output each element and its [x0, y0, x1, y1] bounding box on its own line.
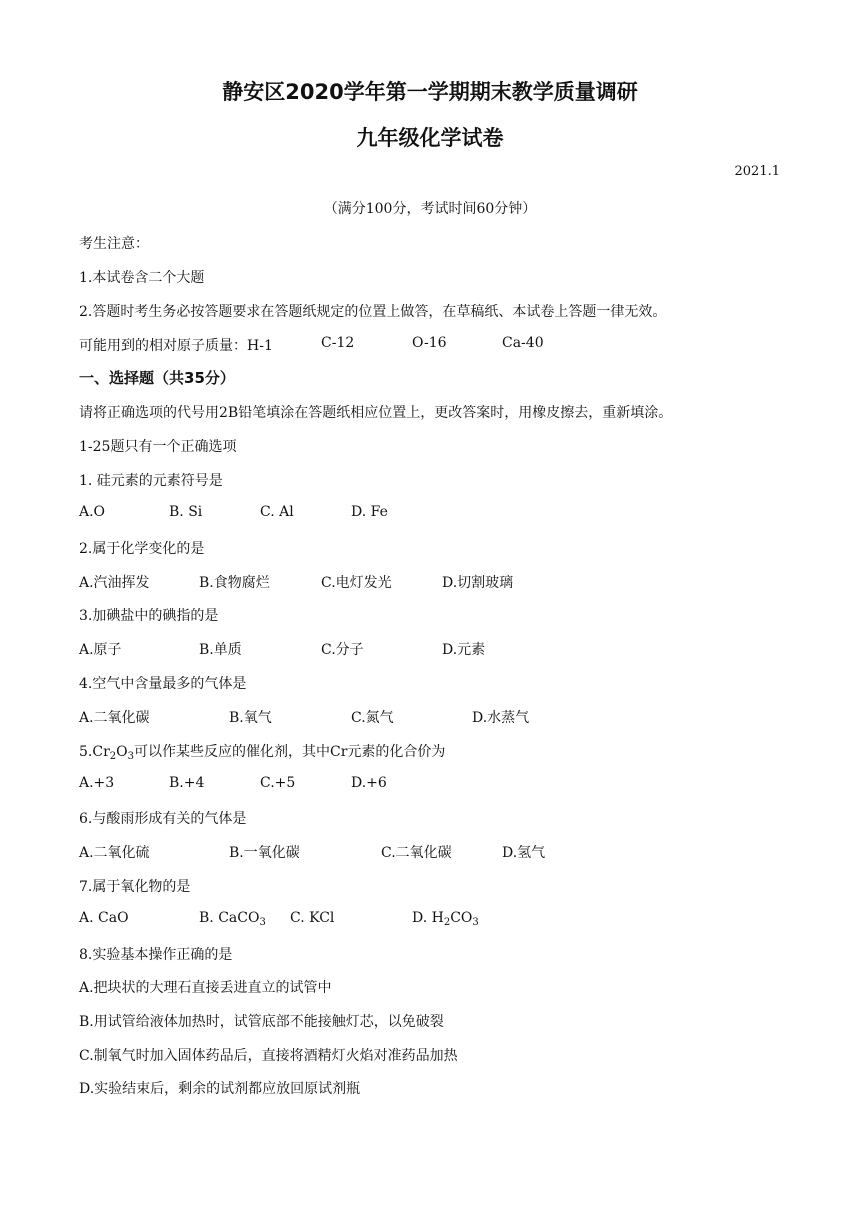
question-1-option-a: A.O [79, 504, 106, 520]
question-6-option-d: D.氢气 [502, 845, 546, 861]
question-5-stem-prefix: 5.Cr [79, 744, 110, 760]
question-5-option-d: D.+6 [351, 775, 387, 791]
question-7-option-d [412, 910, 479, 928]
exam-date: 2021.1 [734, 164, 780, 179]
question-3-option-d: D.元素 [442, 642, 486, 658]
question-7-option-b-subscript: 3 [259, 917, 266, 928]
question-7-option-b [199, 910, 266, 928]
question-8-option-c: C.制氧气时加入固体药品后，直接将酒精灯火焰对准药品加热 [79, 1048, 458, 1064]
question-8-stem: 8.实验基本操作正确的是 [79, 947, 233, 963]
question-1-stem: 1. 硅元素的元素符号是 [79, 473, 223, 489]
question-5-option-a: A.+3 [79, 775, 115, 791]
question-7-option-d-subscript-2: 3 [472, 917, 479, 928]
exam-info: （满分100分，考试时间60分钟） [323, 201, 537, 217]
section-1-instruction: 请将正确选项的代号用2B铅笔填涂在答题纸相应位置上，更改答案时，用橡皮擦去，重新填涂。 [79, 405, 673, 421]
exam-subtitle: 九年级化学试卷 [356, 126, 504, 150]
question-5-option-b: B.+4 [169, 775, 205, 791]
question-5-option-c: C.+5 [260, 775, 296, 791]
question-1-option-b: B. Si [169, 504, 203, 520]
question-1-option-d: D. Fe [351, 504, 388, 520]
atomic-mass-label: 可能用到的相对原子质量：H-1 [79, 338, 273, 354]
question-2-option-c: C.电灯发光 [321, 575, 392, 591]
question-8-option-a: A.把块状的大理石直接丢进直立的试管中 [79, 980, 332, 996]
question-3-option-c: C.分子 [321, 642, 364, 658]
atomic-mass-o: O-16 [412, 335, 447, 351]
section-1-heading: 一、选择题（共35分） [79, 369, 235, 387]
question-6-option-c: C.二氧化碳 [381, 845, 452, 861]
question-4-option-b: B.氧气 [229, 710, 272, 726]
question-7-option-d-text-mid: CO [450, 910, 473, 926]
question-5-subscript-1: 2 [109, 751, 117, 762]
question-4-stem: 4.空气中含量最多的气体是 [79, 676, 247, 692]
question-4-option-c: C.氮气 [351, 710, 394, 726]
question-6-option-a: A.二氧化硫 [79, 845, 150, 861]
question-5-subscript-2: 3 [127, 751, 134, 762]
notice-item-2: 2.答题时考生务必按答题要求在答题纸规定的位置上做答，在草稿纸、本试卷上答题一律无效。 [79, 304, 667, 320]
question-1-option-c: C. Al [260, 504, 294, 520]
notice-heading: 考生注意： [79, 236, 149, 252]
question-2-option-d: D.切割玻璃 [442, 575, 514, 591]
question-4-option-a: A.二氧化碳 [79, 710, 150, 726]
question-5-stem-suffix: 可以作某些反应的催化剂，其中Cr元素的化合价为 [134, 744, 446, 760]
question-2-option-b: B.食物腐烂 [199, 575, 270, 591]
question-6-stem: 6.与酸雨形成有关的气体是 [79, 811, 247, 827]
question-7-option-d-text: D. H [412, 910, 444, 926]
atomic-mass-c: C-12 [321, 335, 355, 351]
question-2-option-a: A.汽油挥发 [79, 575, 150, 591]
atomic-mass-ca: Ca-40 [502, 335, 544, 351]
notice-item-1: 1.本试卷含二个大题 [79, 270, 205, 286]
question-8-option-d: D.实验结束后，剩余的试剂都应放回原试剂瓶 [79, 1081, 361, 1097]
question-7-option-d-subscript-1: 2 [443, 917, 451, 928]
section-1-range: 1-25题只有一个正确选项 [79, 439, 237, 455]
question-3-stem: 3.加碘盐中的碘指的是 [79, 608, 219, 624]
question-2-stem: 2.属于化学变化的是 [79, 541, 205, 557]
question-3-option-b: B.单质 [199, 642, 242, 658]
question-8-option-b: B.用试管给液体加热时，试管底部不能接触灯芯，以免破裂 [79, 1014, 444, 1030]
question-7-option-c: C. KCl [290, 910, 335, 926]
question-7-option-a: A. CaO [79, 910, 129, 926]
question-7-option-b-text: B. CaCO [199, 910, 260, 926]
question-7-stem: 7.属于氧化物的是 [79, 879, 191, 895]
question-6-option-b: B.一氧化碳 [229, 845, 300, 861]
exam-title: 静安区2020学年第一学期期末教学质量调研 [222, 80, 638, 104]
question-5-stem-mid: O [116, 744, 128, 760]
question-4-option-d: D.水蒸气 [472, 710, 530, 726]
question-3-option-a: A.原子 [79, 642, 122, 658]
question-5-stem [79, 741, 445, 762]
